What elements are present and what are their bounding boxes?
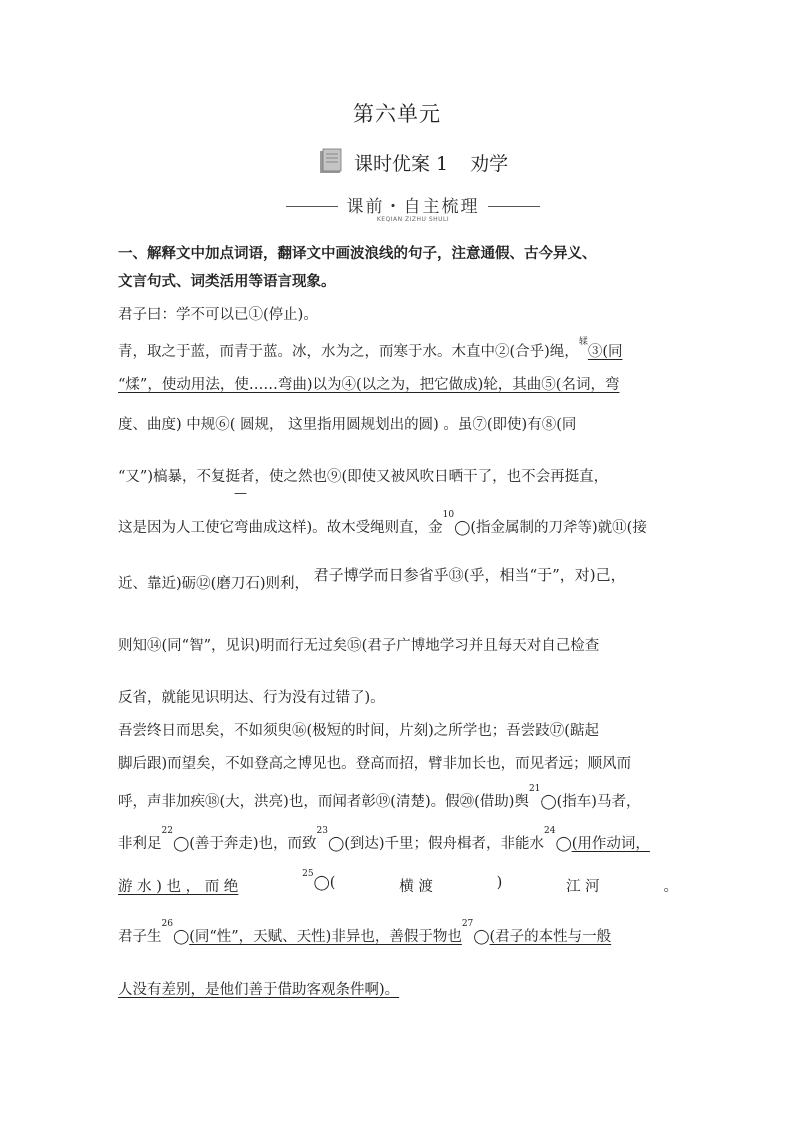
text-segment: (用作动词， xyxy=(571,836,650,852)
note-number: 27 xyxy=(461,919,474,929)
text-line xyxy=(118,337,678,361)
section-banner xyxy=(286,190,540,226)
text-segment: (指车)马者， xyxy=(556,794,641,810)
note-circle: ◯ xyxy=(454,520,471,536)
unit-title: 第六单元 xyxy=(353,102,441,126)
note-number: 25 xyxy=(302,869,314,879)
lesson-label: 课时优案 1 xyxy=(354,152,449,175)
lesson-name: 劝学 xyxy=(470,152,509,175)
text-line xyxy=(118,566,678,593)
text-segment: 呼，声非加疾⑱(大，洪亮)也，而闻者彰⑲(清楚)。假⑳(借助)舆 xyxy=(118,794,529,810)
text-segment: 江 河 xyxy=(566,879,600,895)
text-segment: (到达)千里；假舟楫者，非能水 xyxy=(344,836,545,852)
note-circle: ◯ xyxy=(473,929,490,945)
note-number: 23 xyxy=(316,826,328,836)
text-segment: 君子博学而日参省乎⑬(乎，相当“于”，对)己， xyxy=(313,566,626,584)
text-line: 脚后跟)而望矣，不如登高之博见也。登高而招，臂非加长也，而见者远；顺风而 xyxy=(118,756,632,772)
text-segment: ) xyxy=(496,875,503,891)
text-segment: ③(同 xyxy=(587,344,623,360)
text-line xyxy=(118,919,678,946)
note-circle: ◯ xyxy=(172,929,190,945)
text-line: 君子曰：学不可以已①(停止)。 xyxy=(118,307,318,323)
note-number: 24 xyxy=(544,826,556,836)
annotation-char: 𫐓 xyxy=(578,337,588,347)
text-line: 度、曲度) 中规⑥( 圆规， 这里指用圆规划出的圆) 。虽⑦(即使)有⑧(同 xyxy=(118,417,577,433)
text-segment: 这是因为人工使它弯曲成这样)。故木受绳则直，金 xyxy=(118,520,443,536)
book-icon xyxy=(318,148,344,176)
note-circle: ◯ xyxy=(313,875,330,891)
text-segment: 。 xyxy=(663,879,678,895)
text-segment: (君子的本性与一般 xyxy=(489,929,612,945)
note-marker xyxy=(442,510,471,536)
text-segment: 横 渡 xyxy=(399,879,433,895)
text-line: 吾尝终日而思矣，不如须臾⑯(极短的时间，片刻)之所学也；吾尝跂⑰(踮起 xyxy=(118,723,599,739)
dash-mark: — xyxy=(234,486,247,501)
text-segment: (指金属制的刀斧等)就⑪(接 xyxy=(470,520,647,536)
text-line: 人没有差别，是他们善于借助客观条件啊)。 xyxy=(118,982,400,998)
text-line: 则知⑭(同“智”，见识)明而行无过矣⑮(君子广博地学习并且每天对自己检查 xyxy=(118,638,600,654)
text-line xyxy=(118,869,678,896)
text-line: “又”)槁暴，不复挺者，使之然也⑨(即使又被风吹日晒干了，也不会再挺直， xyxy=(118,469,609,485)
note-number: 26 xyxy=(161,919,173,929)
text-segment-underlined: 游 水 ) 也 ， 而 绝 xyxy=(118,879,239,895)
text-line xyxy=(118,784,678,811)
note-number: 10 xyxy=(442,510,455,520)
note-number: 22 xyxy=(161,826,173,836)
text-segment: ( xyxy=(329,875,336,891)
banner-title: 课前・自主梳理 xyxy=(346,197,480,217)
note-circle: ◯ xyxy=(540,794,557,810)
instruction-line-2: 文言句式、词类活用等语言现象。 xyxy=(118,274,336,290)
text-line: 反省，就能见识明达、行为没有过错了)。 xyxy=(118,690,385,706)
text-segment: 青，取之于蓝，而青于蓝。冰，水为之，而寒于水。木直中②(合乎)绳， xyxy=(118,344,579,360)
instruction-line-1: 一、解释文中加点词语，翻译文中画波浪线的句子，注意通假、古今异义、 xyxy=(118,246,597,262)
text-line xyxy=(118,510,678,537)
text-segment: 近、靠近)砺⑫(磨刀石)则利， xyxy=(118,576,309,592)
text-segment: 非利足 xyxy=(118,836,162,852)
text-segment xyxy=(118,875,238,896)
text-line: “煣”，使动用法，使……弯曲)以为④(以之为，把它做成)轮，其曲⑤(名词，弯 xyxy=(118,377,620,393)
note-circle: ◯ xyxy=(172,836,190,852)
note-circle: ◯ xyxy=(555,836,572,852)
text-line xyxy=(118,826,678,853)
text-segment xyxy=(302,869,336,896)
lesson-heading xyxy=(318,146,508,178)
note-circle: ◯ xyxy=(327,836,345,852)
note-number: 21 xyxy=(528,784,541,794)
banner-subtitle: KEQIAN ZIZHU SHULI xyxy=(376,216,450,223)
text-segment: (同“性”，天赋、天性)非异也，善假于物也 xyxy=(189,929,462,945)
text-segment: 君子生 xyxy=(118,929,162,945)
text-segment: (善于奔走)也，而致 xyxy=(189,836,317,852)
